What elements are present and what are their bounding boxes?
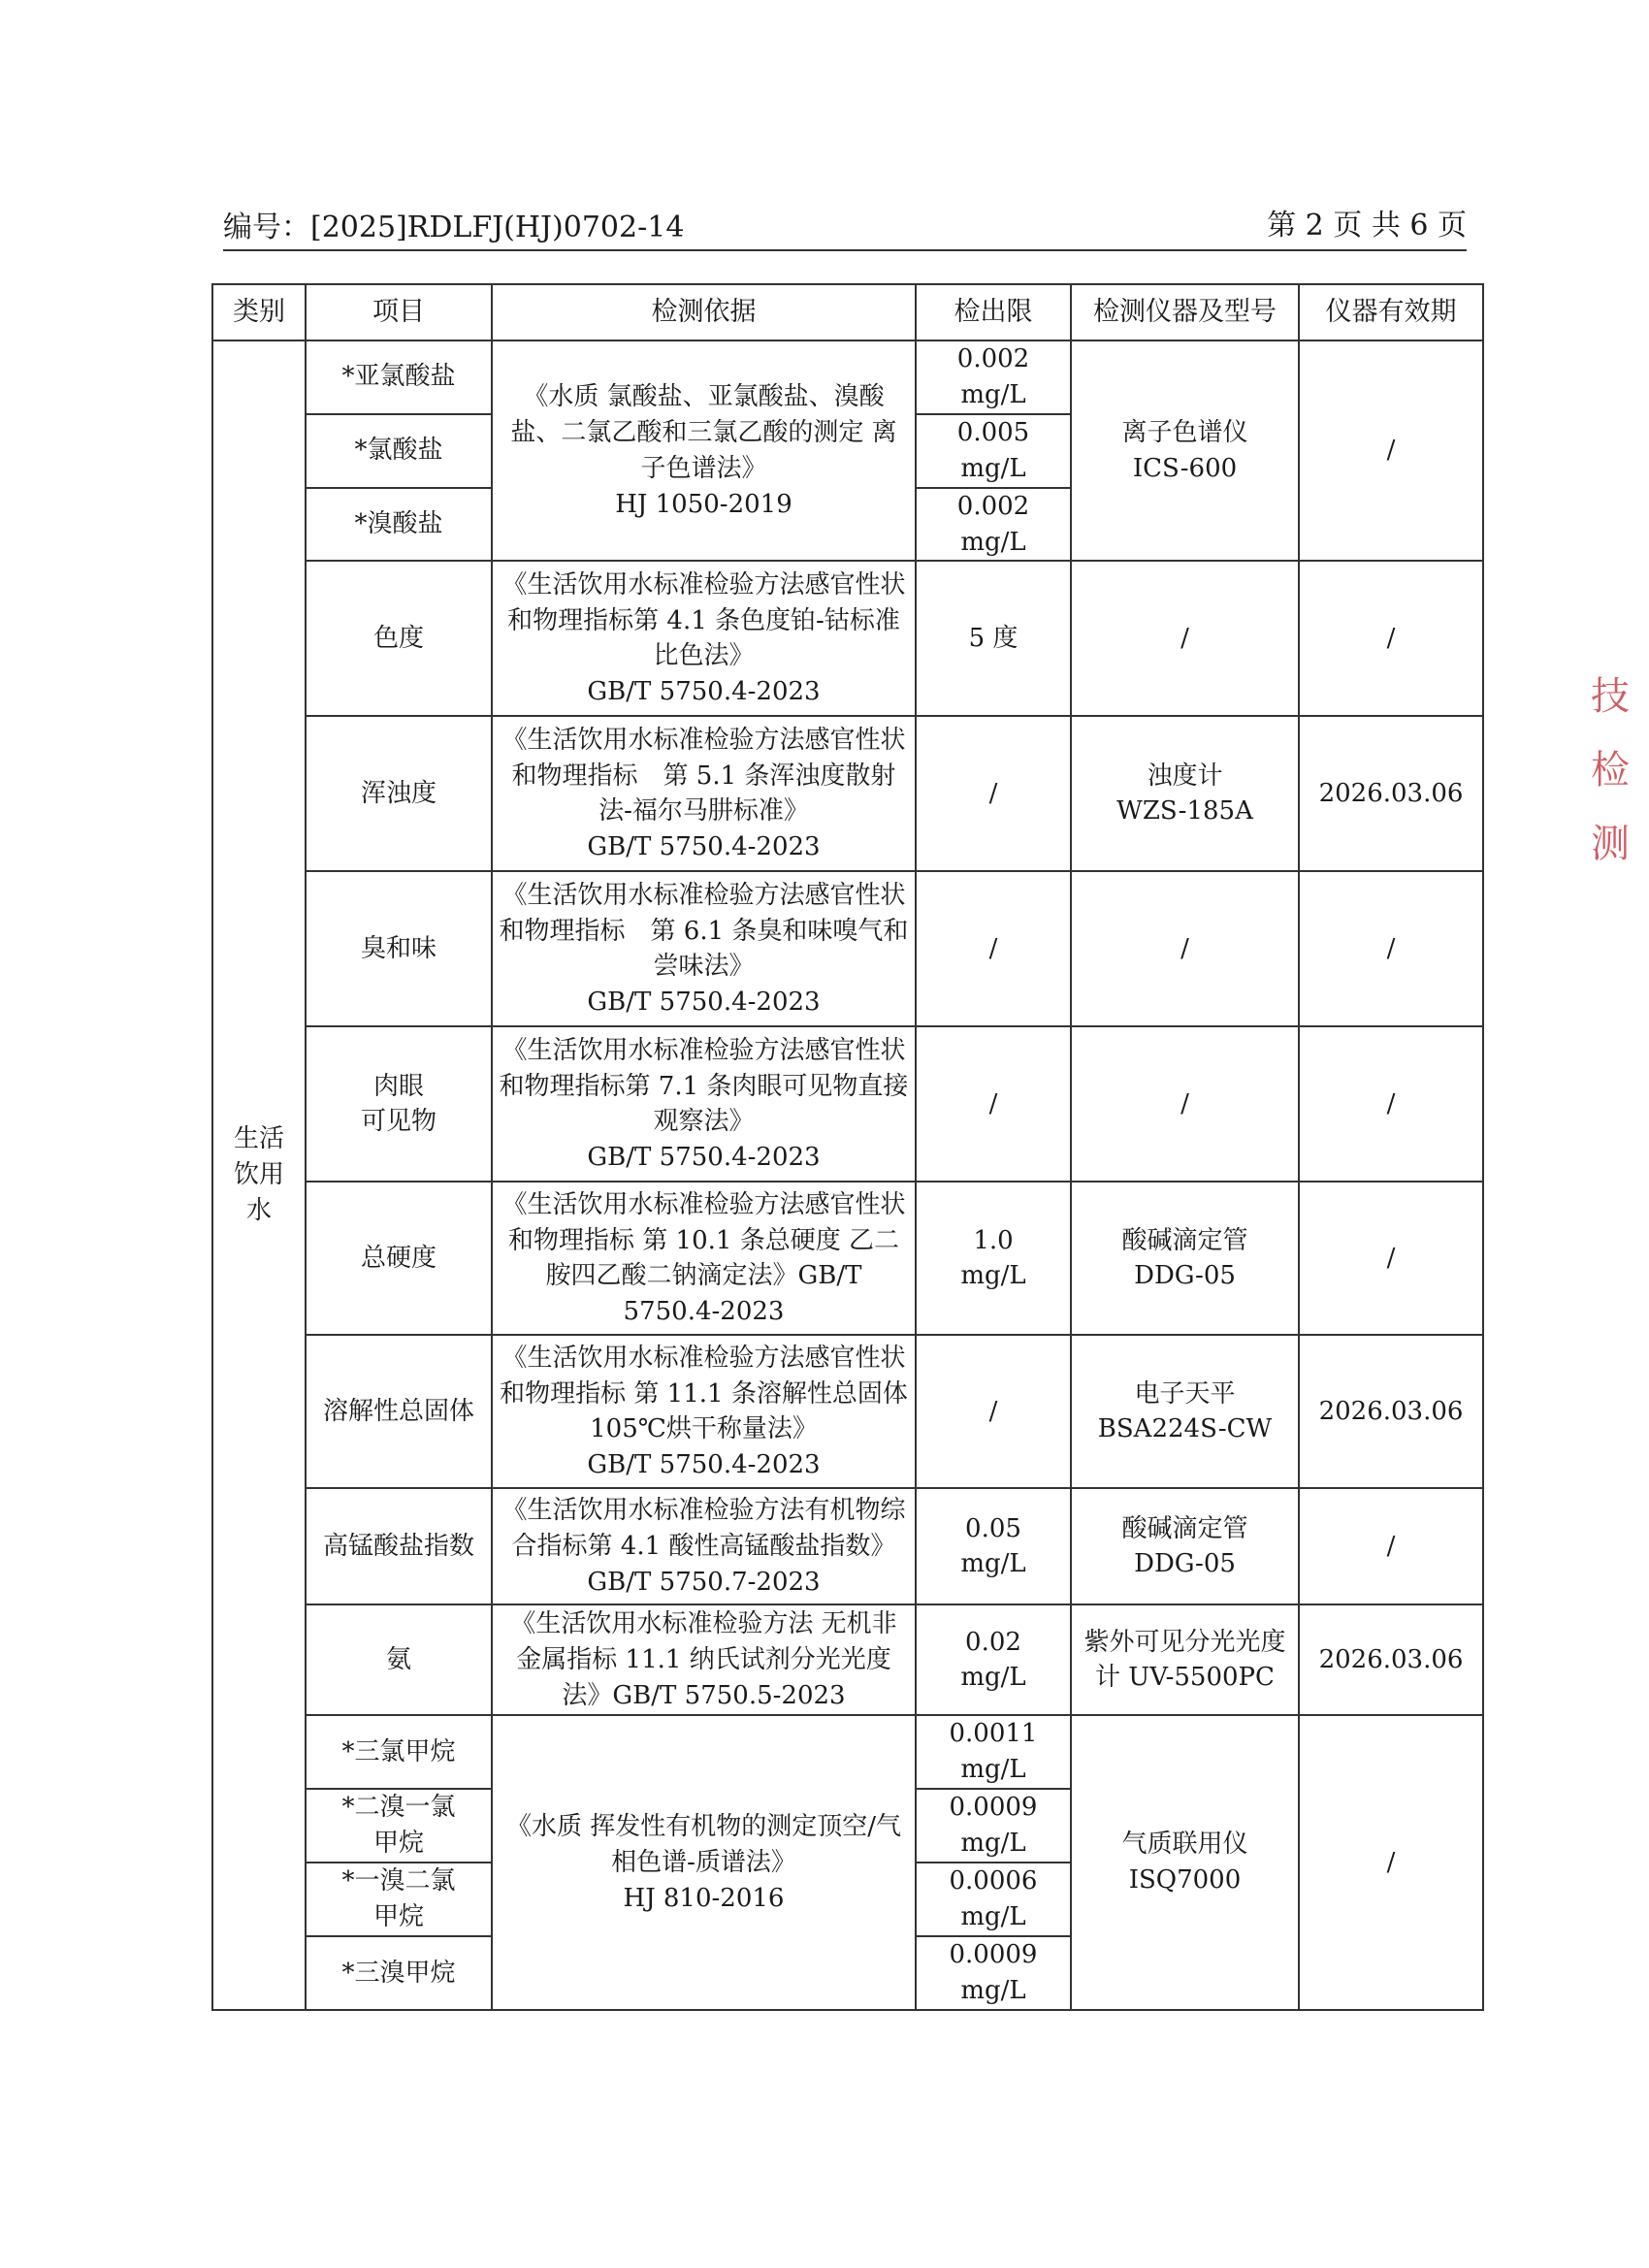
- table-row: [212, 340, 1483, 414]
- item-cell: 溶解性总固体: [306, 1335, 492, 1488]
- limit-cell: 0.0011 mg/L: [916, 1715, 1071, 1789]
- validity-cell: /: [1299, 1715, 1483, 2010]
- table-row: [212, 871, 1483, 1026]
- item-cell: 浑浊度: [306, 716, 492, 871]
- method-cell: 《生活饮用水标准检验方法感官性状和物理指标 第 6.1 条臭和味嗅气和尝味法》 GB/T 5750.4-2023: [492, 871, 916, 1026]
- limit-cell: /: [916, 871, 1071, 1026]
- limit-cell: 0.002 mg/L: [916, 488, 1071, 562]
- instrument-cell: 电子天平 BSA224S-CW: [1071, 1335, 1299, 1488]
- table-row: [212, 1335, 1483, 1488]
- item-cell: 高锰酸盐指数: [306, 1488, 492, 1604]
- item-cell: 氨: [306, 1604, 492, 1715]
- limit-cell: /: [916, 716, 1071, 871]
- item-cell: *三溴甲烷: [306, 1936, 492, 2010]
- item-cell: 总硬度: [306, 1182, 492, 1335]
- report-number: 编号：[2025]RDLFJ(HJ)0702-14: [223, 211, 685, 244]
- table-row: [212, 716, 1483, 871]
- method-cell: 《生活饮用水标准检验方法感官性状和物理指标 第 11.1 条溶解性总固体 105℃烘干称量法》 GB/T 5750.4-2023: [492, 1335, 916, 1488]
- table-row: [212, 1715, 1483, 1789]
- item-cell: *氯酸盐: [306, 414, 492, 488]
- method-cell: 《生活饮用水标准检验方法有机物综合指标第 4.1 酸性高锰酸盐指数》GB/T 5750.7-2023: [492, 1488, 916, 1604]
- method-cell: 《生活饮用水标准检验方法感官性状和物理指标第 7.1 条肉眼可见物直接观察法》 GB/T 5750.4-2023: [492, 1026, 916, 1182]
- instrument-cell: 酸碱滴定管 DDG-05: [1071, 1488, 1299, 1604]
- validity-cell: /: [1299, 871, 1483, 1026]
- col-header-validity: 仪器有效期: [1299, 284, 1483, 340]
- limit-cell: /: [916, 1026, 1071, 1182]
- validity-cell: 2026.03.06: [1299, 1335, 1483, 1488]
- table-header-row: [212, 284, 1483, 340]
- col-header-limit: 检出限: [916, 284, 1071, 340]
- method-cell: 《生活饮用水标准检验方法 无机非金属指标 11.1 纳氏试剂分光光度法》GB/T 5750.5-2023: [492, 1604, 916, 1715]
- instrument-cell: /: [1071, 561, 1299, 716]
- limit-cell: 0.05 mg/L: [916, 1488, 1071, 1604]
- validity-cell: /: [1299, 340, 1483, 561]
- table-row: [212, 561, 1483, 716]
- table-row: [212, 1488, 1483, 1604]
- instrument-cell: /: [1071, 871, 1299, 1026]
- instrument-cell: 气质联用仪 ISQ7000: [1071, 1715, 1299, 2010]
- test-methods-table: [211, 283, 1484, 2011]
- report-header: [223, 207, 1467, 251]
- category-cell: 生活 饮用 水: [212, 340, 306, 2010]
- item-cell: *三氯甲烷: [306, 1715, 492, 1789]
- item-cell: 臭和味: [306, 871, 492, 1026]
- table-row: [212, 1026, 1483, 1182]
- instrument-cell: 紫外可见分光光度计 UV-5500PC: [1071, 1604, 1299, 1715]
- stamp-text: 技 检 测: [1591, 674, 1630, 866]
- col-header-category: 类别: [212, 284, 306, 340]
- method-cell: 《生活饮用水标准检验方法感官性状和物理指标第 4.1 条色度铂-钴标准比色法》 GB/T 5750.4-2023: [492, 561, 916, 716]
- validity-cell: /: [1299, 561, 1483, 716]
- instrument-cell: 酸碱滴定管 DDG-05: [1071, 1182, 1299, 1335]
- limit-cell: 0.0009 mg/L: [916, 1936, 1071, 2010]
- col-header-instrument: 检测仪器及型号: [1071, 284, 1299, 340]
- validity-cell: /: [1299, 1182, 1483, 1335]
- page-number: 第 2 页 共 6 页: [1267, 209, 1467, 243]
- limit-cell: /: [916, 1335, 1071, 1488]
- item-cell: *二溴一氯 甲烷: [306, 1789, 492, 1863]
- validity-cell: 2026.03.06: [1299, 716, 1483, 871]
- item-cell: *溴酸盐: [306, 488, 492, 562]
- validity-cell: /: [1299, 1488, 1483, 1604]
- instrument-cell: /: [1071, 1026, 1299, 1182]
- limit-cell: 0.005 mg/L: [916, 414, 1071, 488]
- table-row: [212, 1182, 1483, 1335]
- method-cell: 《水质 挥发性有机物的测定顶空/气相色谱-质谱法》 HJ 810-2016: [492, 1715, 916, 2010]
- validity-cell: 2026.03.06: [1299, 1604, 1483, 1715]
- item-cell: 色度: [306, 561, 492, 716]
- col-header-item: 项目: [306, 284, 492, 340]
- method-cell: 《水质 氯酸盐、亚氯酸盐、溴酸盐、二氯乙酸和三氯乙酸的测定 离子色谱法》 HJ 1050-2019: [492, 340, 916, 561]
- item-cell: 肉眼 可见物: [306, 1026, 492, 1182]
- validity-cell: /: [1299, 1026, 1483, 1182]
- limit-cell: 5 度: [916, 561, 1071, 716]
- method-cell: 《生活饮用水标准检验方法感官性状和物理指标 第 10.1 条总硬度 乙二胺四乙酸二钠滴定法》GB/T 5750.4-2023: [492, 1182, 916, 1335]
- limit-cell: 1.0 mg/L: [916, 1182, 1071, 1335]
- table-row: [212, 1604, 1483, 1715]
- limit-cell: 0.02 mg/L: [916, 1604, 1071, 1715]
- limit-cell: 0.0006 mg/L: [916, 1863, 1071, 1936]
- item-cell: *亚氯酸盐: [306, 340, 492, 414]
- method-cell: 《生活饮用水标准检验方法感官性状和物理指标 第 5.1 条浑浊度散射法-福尔马肼标准》 GB/T 5750.4-2023: [492, 716, 916, 871]
- col-header-method: 检测依据: [492, 284, 916, 340]
- instrument-cell: 浊度计 WZS-185A: [1071, 716, 1299, 871]
- inspection-stamp: [1591, 660, 1649, 970]
- instrument-cell: 离子色谱仪 ICS-600: [1071, 340, 1299, 561]
- item-cell: *一溴二氯 甲烷: [306, 1863, 492, 1936]
- limit-cell: 0.0009 mg/L: [916, 1789, 1071, 1863]
- limit-cell: 0.002 mg/L: [916, 340, 1071, 414]
